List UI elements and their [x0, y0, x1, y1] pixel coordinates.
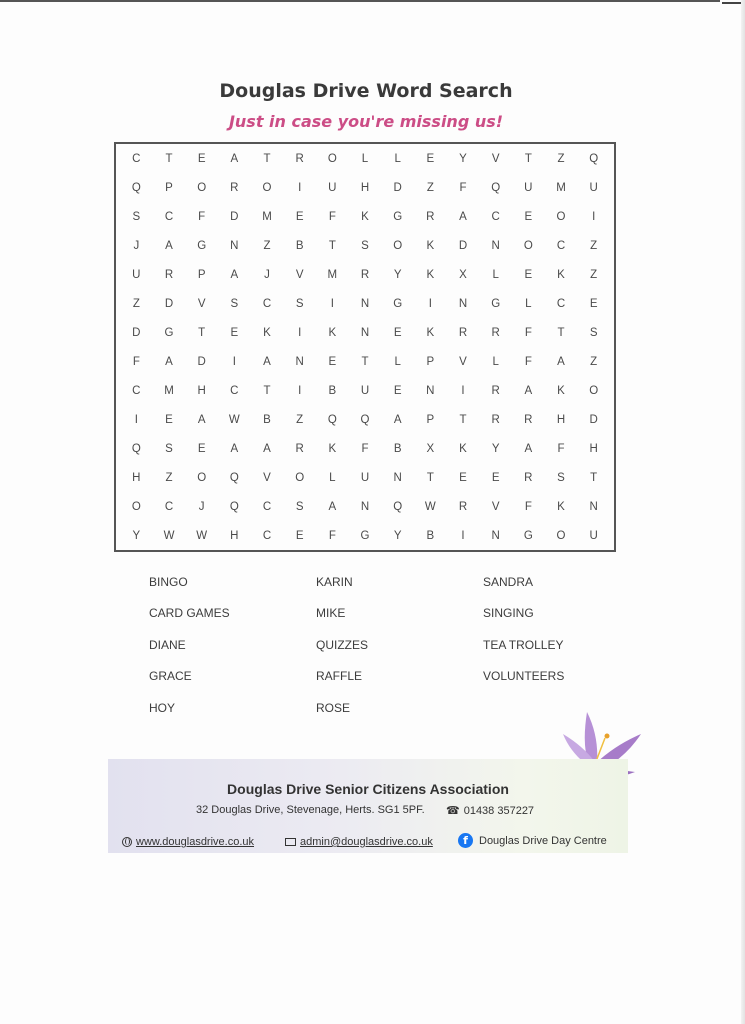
grid-letter: R — [491, 413, 500, 426]
grid-letter: Q — [589, 152, 599, 165]
grid-letter: K — [426, 326, 435, 339]
grid-letter: S — [132, 210, 141, 223]
grid-letter: X — [426, 442, 435, 455]
grid-letter: R — [458, 500, 468, 513]
grid-letter: Y — [132, 529, 141, 542]
phone-number: 01438 357227 — [463, 805, 535, 817]
grid-letter: R — [426, 210, 435, 223]
grid-letter: N — [458, 297, 468, 310]
grid-letter: C — [164, 210, 174, 223]
association-address: 32 Douglas Drive, Stevenage, Herts. SG1 5PF. — [196, 804, 425, 816]
grid-letter: X — [459, 268, 467, 281]
grid-letter: J — [264, 268, 270, 281]
grid-letter: M — [262, 210, 272, 223]
grid-letter: A — [524, 384, 533, 397]
grid-letter: S — [361, 239, 369, 252]
grid-letter: V — [295, 268, 304, 281]
grid-letter: T — [328, 239, 336, 252]
grid-letter: Q — [327, 413, 337, 426]
grid-letter: V — [491, 152, 500, 165]
grid-letter: T — [426, 471, 434, 484]
word-list-item: CARD GAMES — [149, 606, 230, 621]
grid-letter: Y — [491, 442, 500, 455]
grid-letter: R — [524, 471, 533, 484]
association-phone — [446, 804, 534, 817]
grid-letter: U — [589, 529, 598, 542]
grid-letter: P — [426, 355, 435, 368]
grid-letter: F — [524, 355, 532, 368]
grid-letter: T — [361, 355, 369, 368]
page-title: Douglas Drive Word Search — [219, 80, 513, 102]
grid-letter: K — [263, 326, 271, 339]
grid-letter: T — [557, 326, 565, 339]
envelope-icon — [285, 838, 296, 846]
grid-letter: E — [426, 152, 435, 165]
grid-letter: E — [393, 384, 402, 397]
grid-letter: C — [132, 384, 141, 397]
grid-letter: K — [459, 442, 467, 455]
grid-letter: R — [295, 152, 304, 165]
grid-letter: Y — [459, 152, 467, 165]
word-list-item: HOY — [149, 700, 176, 715]
grid-letter: V — [197, 297, 206, 310]
grid-letter: O — [523, 239, 533, 252]
word-list-item: ROSE — [316, 700, 351, 715]
grid-letter: Z — [590, 268, 598, 281]
grid-letter: A — [230, 442, 239, 455]
phone-icon: ☎ — [446, 805, 460, 817]
grid-letter: I — [298, 384, 302, 397]
grid-letter: C — [262, 529, 272, 542]
grid-letter: J — [198, 500, 205, 513]
grid-letter: N — [360, 297, 370, 310]
grid-letter: C — [164, 500, 174, 513]
grid-letter: C — [556, 239, 566, 252]
grid-letter: Z — [590, 239, 598, 252]
grid-letter: A — [230, 268, 239, 281]
grid-letter: I — [461, 384, 465, 397]
email-item[interactable] — [285, 836, 433, 848]
grid-letter: U — [328, 181, 337, 194]
facebook-page-name[interactable]: Douglas Drive Day Centre — [479, 834, 607, 847]
grid-letter: B — [328, 384, 337, 397]
grid-letter: L — [329, 471, 336, 484]
grid-letter: G — [393, 297, 403, 310]
grid-letter: Z — [132, 297, 140, 310]
grid-letter: F — [459, 181, 467, 194]
grid-letter: R — [230, 181, 239, 194]
grid-letter: K — [328, 442, 337, 455]
grid-letter: N — [360, 500, 370, 513]
grid-letter: L — [361, 152, 369, 165]
grid-letter: D — [132, 326, 141, 339]
grid-letter: O — [589, 384, 599, 397]
grid-letter: U — [360, 471, 370, 484]
grid-letter: I — [461, 529, 465, 542]
grid-letter: O — [556, 529, 566, 542]
globe-icon — [122, 837, 132, 847]
grid-letter: O — [197, 471, 207, 484]
grid-letter: E — [295, 529, 304, 542]
grid-letter: F — [361, 442, 369, 455]
grid-letter: H — [360, 181, 370, 194]
website-link[interactable]: www.douglasdrive.co.uk — [136, 836, 255, 848]
grid-letter: I — [134, 413, 138, 426]
association-name: Douglas Drive Senior Citizens Association — [227, 781, 509, 797]
grid-letter: Z — [557, 152, 565, 165]
grid-letter: A — [165, 355, 173, 368]
grid-letter: H — [556, 413, 566, 426]
grid-letter: Q — [131, 181, 141, 194]
grid-letter: E — [524, 210, 533, 223]
grid-letter: S — [295, 500, 304, 513]
word-search-grid — [114, 142, 616, 552]
grid-letter: Q — [229, 471, 239, 484]
grid-letter: R — [458, 326, 468, 339]
grid-letter: N — [491, 239, 500, 252]
grid-letter: B — [426, 529, 435, 542]
grid-letter: A — [197, 413, 206, 426]
grid-letter: T — [198, 326, 206, 339]
grid-letter: C — [491, 210, 500, 223]
grid-letter: D — [458, 239, 468, 252]
grid-letter: T — [459, 413, 467, 426]
grid-letter: I — [428, 297, 432, 310]
grid-letter: M — [556, 181, 566, 194]
grid-letter: H — [197, 384, 206, 397]
word-list-item: DIANE — [149, 637, 186, 652]
facebook-item[interactable] — [458, 833, 607, 848]
grid-letter: B — [295, 239, 304, 252]
grid-letter: N — [360, 326, 370, 339]
grid-letter: E — [295, 210, 304, 223]
grid-letter: A — [328, 500, 337, 513]
grid-letter: H — [589, 442, 598, 455]
grid-letter: F — [557, 442, 565, 455]
word-list-item: TEA TROLLEY — [483, 637, 564, 652]
grid-letter: O — [327, 152, 337, 165]
grid-letter: L — [492, 268, 499, 281]
grid-letter: K — [361, 210, 369, 223]
grid-letter: V — [263, 471, 271, 484]
grid-letter: E — [589, 297, 598, 310]
grid-letter: R — [360, 268, 370, 281]
grid-letter: F — [198, 210, 206, 223]
grid-letter: T — [524, 152, 532, 165]
grid-letter: A — [524, 442, 533, 455]
grid-letter: Q — [229, 500, 239, 513]
grid-letter: S — [230, 297, 239, 310]
grid-letter: E — [165, 413, 173, 426]
grid-letter: O — [393, 239, 403, 252]
grid-letter: A — [230, 152, 239, 165]
grid-letter: W — [228, 413, 240, 426]
grid-letter: H — [132, 471, 141, 484]
grid-letter: U — [524, 181, 533, 194]
grid-letter: D — [230, 210, 239, 223]
grid-letter: L — [492, 355, 499, 368]
grid-letter: I — [298, 326, 302, 339]
grid-letter: I — [232, 355, 236, 368]
grid-letter: A — [165, 239, 173, 252]
grid-letter: N — [589, 500, 598, 513]
word-list-item: KARIN — [316, 575, 353, 589]
grid-letter: G — [197, 239, 207, 252]
scan-edge-line — [0, 0, 720, 2]
grid-letter: Z — [590, 355, 598, 368]
page-subtitle: Just in case you're missing us! — [228, 112, 504, 131]
grid-letter: D — [164, 297, 174, 310]
grid-letter: G — [393, 210, 403, 223]
grid-letter: F — [328, 529, 336, 542]
grid-letter: H — [230, 529, 239, 542]
grid-letter: D — [197, 355, 206, 368]
association-footer — [108, 759, 628, 853]
grid-letter: K — [426, 239, 435, 252]
grid-letter: E — [230, 326, 239, 339]
grid-letter: V — [459, 355, 467, 368]
grid-letter: L — [525, 297, 532, 310]
grid-letter: T — [263, 384, 271, 397]
grid-letter: G — [360, 529, 370, 542]
grid-letter: K — [557, 384, 565, 397]
grid-letter: Z — [165, 471, 173, 484]
grid-letter: S — [295, 297, 304, 310]
grid-letter: L — [394, 355, 401, 368]
grid-letter: Q — [393, 500, 403, 513]
word-list-item: BINGO — [149, 575, 188, 589]
grid-letter: Y — [393, 529, 402, 542]
grid-letter: J — [133, 239, 140, 252]
grid-letter: E — [491, 471, 500, 484]
grid-letter: W — [196, 529, 208, 542]
grid-letter: Z — [263, 239, 271, 252]
email-link[interactable]: admin@douglasdrive.co.uk — [300, 836, 433, 848]
grid-letter: U — [360, 384, 370, 397]
grid-letter: O — [556, 210, 566, 223]
grid-letter: R — [295, 442, 304, 455]
word-list-item: MIKE — [316, 606, 346, 621]
grid-letter: N — [295, 355, 304, 368]
grid-letter: Y — [393, 268, 402, 281]
grid-letter: A — [263, 442, 271, 455]
grid-letter: O — [197, 181, 207, 194]
grid-letter: K — [557, 268, 565, 281]
grid-letter: Q — [491, 181, 501, 194]
grid-letter: S — [589, 326, 598, 339]
grid-letter: G — [491, 297, 501, 310]
grid-letter: U — [132, 268, 141, 281]
grid-letter: V — [491, 500, 500, 513]
grid-letter: A — [393, 413, 402, 426]
grid-letter: L — [394, 152, 401, 165]
grid-letter: F — [132, 355, 140, 368]
word-list-item: GRACE — [149, 669, 192, 684]
word-list-item: RAFFLE — [316, 669, 363, 684]
grid-letter: I — [298, 181, 302, 194]
word-list-item: SANDRA — [483, 575, 534, 589]
grid-letter: N — [230, 239, 239, 252]
grid-letter: Z — [296, 413, 304, 426]
grid-letter: A — [263, 355, 271, 368]
grid-letter: G — [523, 529, 533, 542]
grid-letter: E — [197, 442, 206, 455]
grid-letter: D — [589, 413, 598, 426]
word-list-item: VOLUNTEERS — [483, 669, 565, 684]
grid-letter: C — [230, 384, 239, 397]
grid-letter: S — [165, 442, 173, 455]
grid-letter: E — [197, 152, 206, 165]
grid-letter: O — [262, 181, 272, 194]
grid-letter: N — [426, 384, 435, 397]
grid-letter: K — [328, 326, 337, 339]
grid-letter: Z — [426, 181, 434, 194]
grid-letter: R — [524, 413, 533, 426]
grid-letter: T — [263, 152, 271, 165]
grid-letter: Q — [360, 413, 370, 426]
grid-letter: F — [328, 210, 336, 223]
grid-letter: C — [262, 500, 272, 513]
grid-letter: E — [393, 326, 402, 339]
grid-letter: A — [557, 355, 565, 368]
grid-letter: I — [330, 297, 334, 310]
grid-letter: N — [491, 529, 500, 542]
grid-letter: T — [165, 152, 173, 165]
grid-letter: P — [426, 413, 435, 426]
grid-letter: B — [393, 442, 402, 455]
grid-letter: G — [164, 326, 174, 339]
grid-letter: W — [424, 500, 436, 513]
scan-edge-shade — [741, 0, 745, 1024]
grid-letter: F — [524, 500, 532, 513]
grid-letter: R — [491, 326, 500, 339]
grid-letter: P — [165, 181, 173, 194]
grid-letter: B — [263, 413, 271, 426]
grid-letter: P — [197, 268, 206, 281]
grid-letter: O — [131, 500, 141, 513]
grid-letter: T — [590, 471, 598, 484]
grid-letter: E — [459, 471, 467, 484]
grid-letter: F — [524, 326, 532, 339]
word-list-item: SINGING — [483, 606, 534, 621]
grid-letter: N — [393, 471, 402, 484]
grid-letter: S — [557, 471, 565, 484]
website-item[interactable] — [122, 836, 254, 848]
grid-letter: O — [295, 471, 305, 484]
grid-letter: K — [426, 268, 435, 281]
grid-letter: I — [592, 210, 596, 223]
grid-letter: R — [491, 384, 500, 397]
grid-letter: E — [328, 355, 337, 368]
grid-letter: C — [132, 152, 141, 165]
grid-letter: E — [524, 268, 533, 281]
grid-letter: C — [556, 297, 566, 310]
grid-letter: Q — [131, 442, 141, 455]
grid-letter: M — [327, 268, 338, 281]
grid-letter: W — [163, 529, 175, 542]
grid-letter: D — [393, 181, 402, 194]
word-list-item: QUIZZES — [316, 637, 369, 652]
grid-letter: R — [164, 268, 174, 281]
grid-letter: C — [262, 297, 272, 310]
grid-letter: U — [589, 181, 598, 194]
grid-letter: K — [557, 500, 565, 513]
grid-letter: A — [459, 210, 467, 223]
facebook-icon: f — [458, 833, 473, 848]
grid-letter: M — [164, 384, 174, 397]
